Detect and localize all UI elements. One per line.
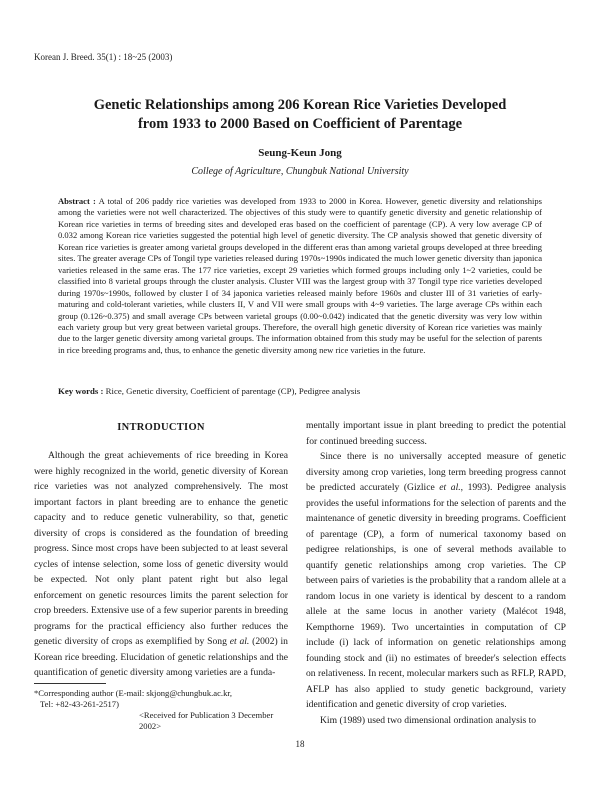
intro-p1-text: Although the great achievements of rice breeding in Korea were highly recognized in the world, genetic diversity of Korean rice varieties was not analyzed comprehensively. The most important factors in plant breeding are to enhance the genetic capacity and to reduce genetic vulnerability, so that, genetic diversity of crops is considered as the foundation of breeding progress. Since most crops have been subjected to at least several cycles of intense selection, some loss of genetic diversity would be expected. Not only plant patent right but also legal enforcement on genetic resources limits the parent selection for crop breeders. Extensive use of a few superior parents in breeding programs for the practical efficiency also further reduces the genetic diversity of crops as exemplified by Song bbox=[34, 450, 288, 647]
page-number: 18 bbox=[295, 739, 305, 749]
abstract-text: A total of 206 paddy rice varieties was developed from 1933 to 2000 in Korea. However, genetic diversity and relationships among the varieties were not well characterized. The objectives of this study were to quantify genetic diversity and genetic relationship of Korean rice varieties in terms of breeding sites and developed eras based on the coefficient of parentage (CP). A very low average CP of 0.032 among Korean rice varieties suggested the potential high level of genetic diversity. The CP analysis showed that genetic diversity of Korean rice varieties is greater among varietal groups developed in the different eras than among varietal groups developed at three breeding sites. The greater average CPs of Tongil type varieties released during 1970s~1990s indicated the much lower genetic diversity than japonica varieties released in the same eras. The 177 rice varieties, except 29 varieties which formed groups including only 1~2 varieties, could be classified into 8 varietal groups through the cluster analysis. Cluster VIII was the largest group with 37 Tongil type rice varieties developed during 1970s~1990s, followed by cluster I of 34 japonica varieties released mainly before 1960s and cluster III of 31 varieties of early-maturing and cold-tolerant varieties, while clusters II, V and VII were small groups with 4~9 varieties. The large average CPs within each group (0.126~0.375) and small average CPs between varietal groups (0.00~0.042) indicated that the genetic diversity was very low within each variety group but very great between varietal groups. Therefore, the overall high genetic diversity of Korean rice varieties was mainly due to the larger genetic diversity among varietal groups. The information obtained from this study may be useful for the selection of parents in rice breeding programs and, thus, to enhance the genetic diversity among new rice varieties in the future. bbox=[58, 196, 542, 355]
footnote-telephone: Tel: +82-43-261-2517) bbox=[40, 699, 119, 709]
abstract bbox=[58, 196, 542, 356]
paper-title bbox=[40, 96, 560, 134]
intro-paragraph-1-continued: mentally important issue in plant breeding to predict the potential for continued breeding success. bbox=[306, 420, 566, 447]
footnote-received-date: <Received for Publication 3 December 2002> bbox=[139, 710, 274, 731]
keywords-label: Key words : bbox=[58, 386, 104, 396]
abstract-label: Abstract : bbox=[58, 196, 96, 206]
journal-citation: Korean J. Breed. 35(1) : 18~25 (2003) bbox=[34, 52, 173, 62]
intro-p2-text-b: , 1993). Pedigree analysis provides the useful informations for the selection of parents and the maintenance of genetic diversity in breeding programs. Coefficient of parentage (CP), a form of numerical taxonomy based on pedigree relationships, is one of several methods available to quantify genetic relationships among crop varieties. The CP between pairs of varieties is the probability that a random allele at a random locus in one variety is identical by descent to a random allele at the same locus in another variety (Malécot 1948, Kempthorne 1969). Two uncertainties in computation of CP include (i) lack of information on genetic relationships among founding stock and (ii) no estimates of breeder's selection effects on relativeness. In recent, molecular markers such as RFLP, RAPD, AFLP has also applied to study genetic background, variety identification and genetic diversity of crop varieties. bbox=[306, 482, 567, 710]
intro-paragraph-2 bbox=[306, 449, 566, 713]
intro-paragraph-1 bbox=[34, 448, 288, 681]
intro-p2-etal: et al. bbox=[439, 482, 461, 493]
left-column bbox=[34, 448, 288, 681]
author-affiliation: College of Agriculture, Chungbuk National University bbox=[191, 166, 409, 177]
intro-p1-text-end: (2002) in Korean rice breeding. Elucidation of genetic relationships and the quantification of genetic diversity among varieties are a funda- bbox=[34, 636, 288, 678]
intro-paragraph-3: Kim (1989) used two dimensional ordination analysis to bbox=[320, 714, 537, 726]
footnote-divider bbox=[34, 683, 106, 684]
right-column bbox=[306, 418, 566, 728]
footnote bbox=[34, 688, 294, 732]
intro-p1-etal: et al. bbox=[229, 636, 250, 647]
title-line-2: from 1933 to 2000 Based on Coefficient of Parentage bbox=[137, 116, 463, 132]
keywords-text: Rice, Genetic diversity, Coefficient of parentage (CP), Pedigree analysis bbox=[103, 386, 361, 396]
section-heading-introduction: INTRODUCTION bbox=[117, 422, 205, 433]
keywords bbox=[58, 386, 542, 396]
title-line-1: Genetic Relationships among 206 Korean Rice Varieties Developed bbox=[93, 97, 507, 113]
footnote-corresponding-author: *Corresponding author (E-mail: skjong@chungbuk.ac.kr, bbox=[34, 688, 233, 698]
intro-p2-text-a: Since there is no universally accepted measure of genetic diversity among crop varieties, long term breeding progress cannot be predicted accurately (Gizlice bbox=[306, 451, 566, 493]
author-name: Seung-Keun Jong bbox=[258, 147, 342, 159]
